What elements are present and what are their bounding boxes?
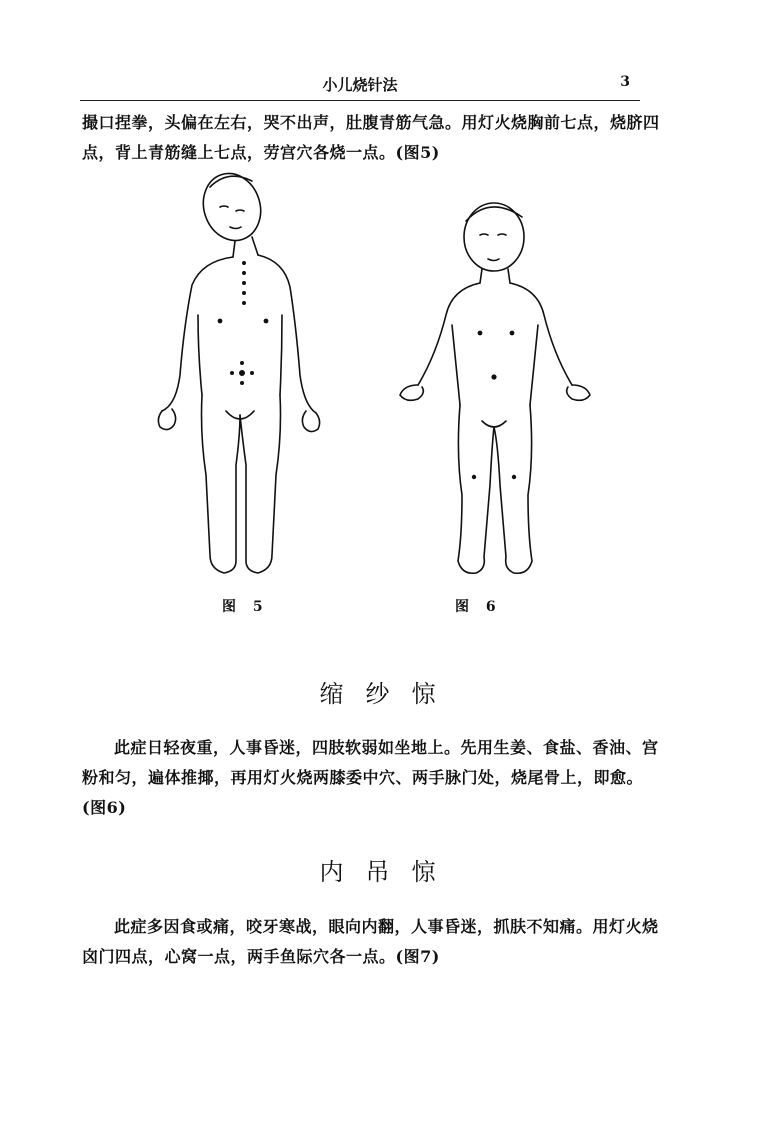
paragraph-continued: 撮口捏拳，头偏在左右，哭不出声，肚腹青筋气急。用灯火烧胸前七点，烧脐四点，背上青筋缝上七点，劳宫穴各烧一点。(图5) [82,113,660,162]
figure-6-caption: 图 6 [455,599,502,615]
figure-5-illustration [140,165,340,585]
page-number: 3 [620,74,630,90]
header-rule [80,100,640,101]
section-body-neidiao: 此症多因食或痛，咬牙寒战，眼向内翻，人事昏迷，抓肤不知痛。用灯火烧囟门四点，心窝一点，两手鱼际穴各一点。(图7) [82,917,659,966]
header-title: 小儿烧针法 [322,76,398,94]
running-header [80,70,640,100]
section-title-suosha: 缩纱惊 [319,680,458,708]
section-body-suosha: 此症日轻夜重，人事昏迷，四肢软弱如坐地上。先用生姜、食盐、香油、宫粉和匀，遍体推揶，再用灯火烧两膝委中穴、两手脉门处，烧尾骨上，即愈。(图6) [82,738,659,817]
figure-5-caption: 图 5 [222,599,269,615]
figure-6-illustration [390,165,600,585]
section-title-neidiao: 内吊惊 [319,858,458,886]
